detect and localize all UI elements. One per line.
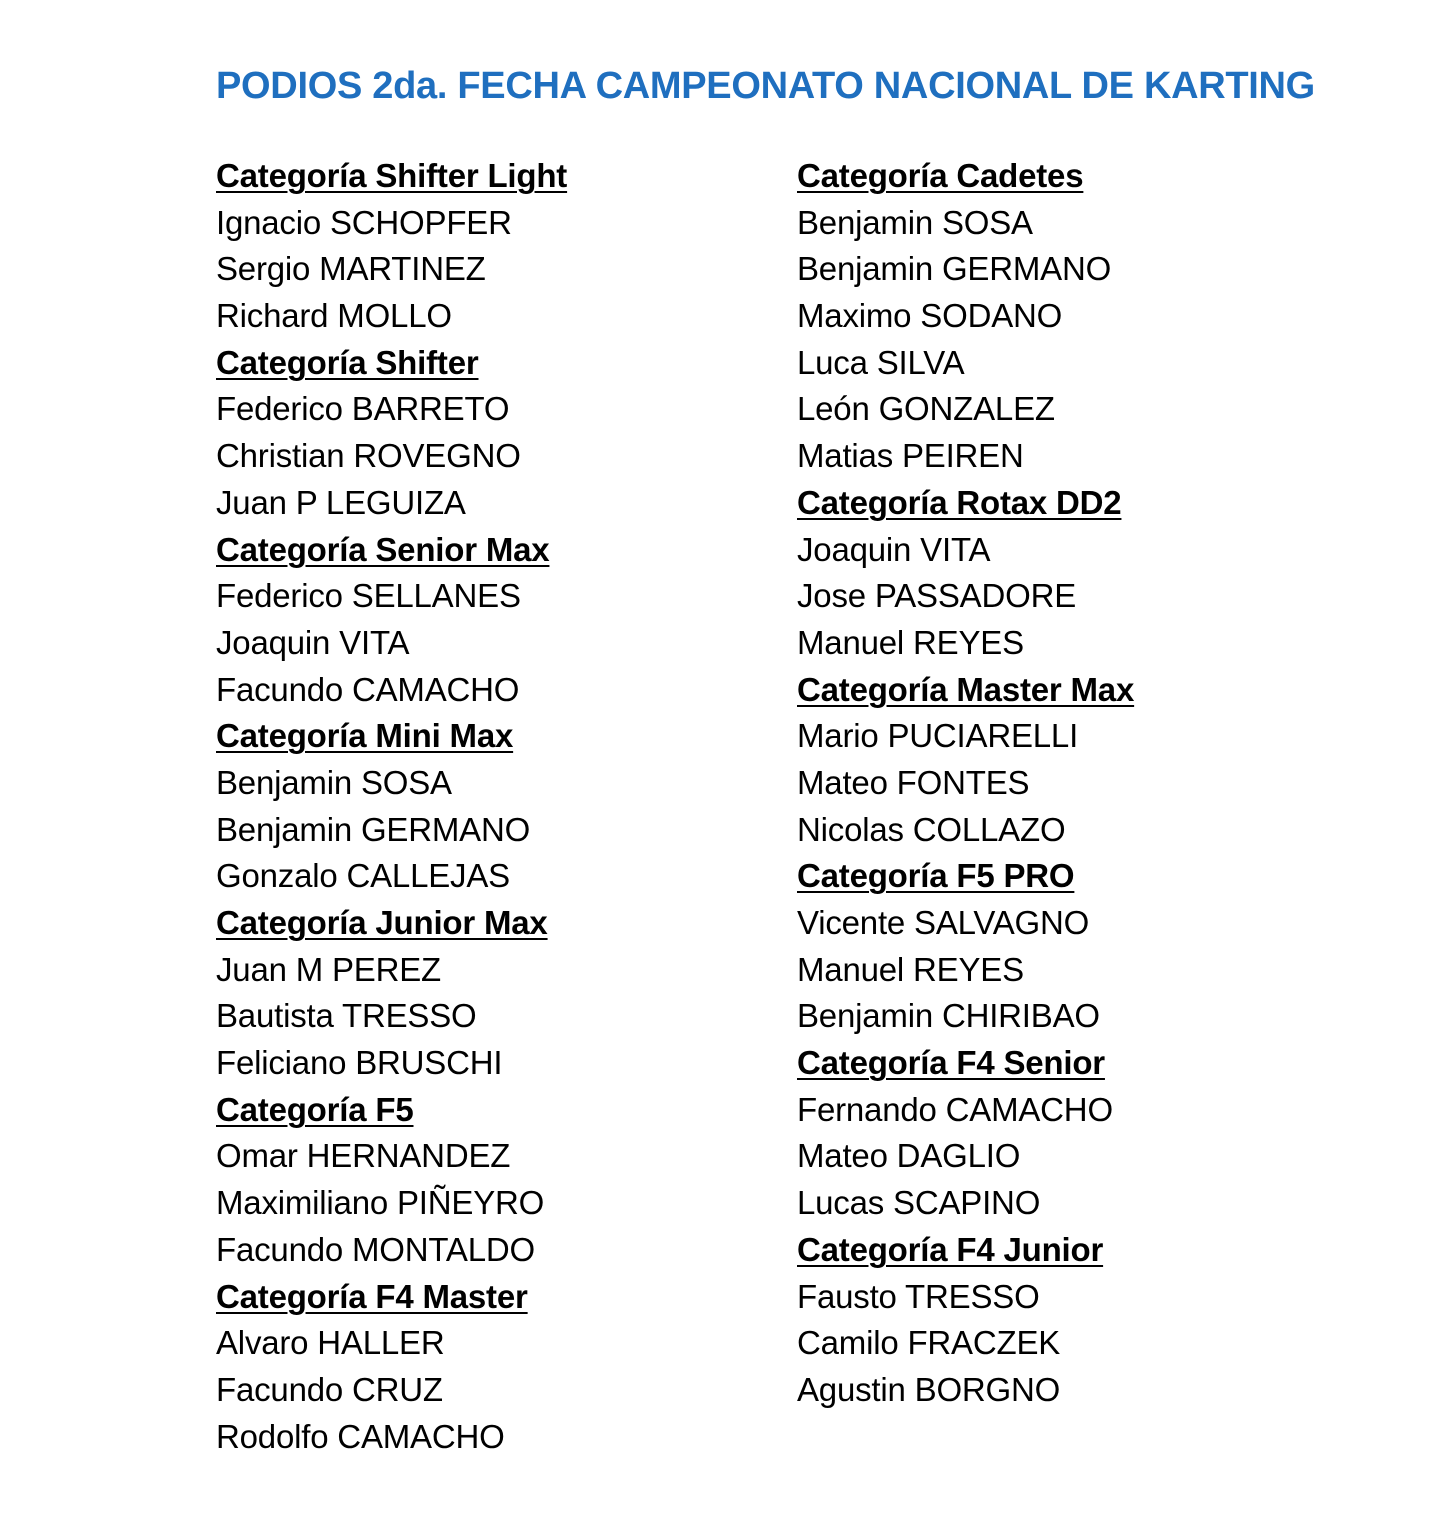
driver-name: Benjamin GERMANO xyxy=(216,810,531,848)
driver-name: Ignacio SCHOPFER xyxy=(216,203,512,241)
left-column xyxy=(216,153,776,1460)
driver-name: Vicente SALVAGNO xyxy=(797,904,1090,941)
driver-name: Richard MOLLO xyxy=(216,297,452,335)
driver-name: Federico BARRETO xyxy=(216,390,510,428)
driver-name: Agustin BORGNO xyxy=(797,1370,1061,1408)
category-block xyxy=(216,1087,776,1274)
driver-name: Luca SILVA xyxy=(797,343,965,381)
driver-name: Gonzalo CALLEJAS xyxy=(216,857,510,895)
right-column xyxy=(797,153,1397,1414)
category-block xyxy=(216,527,776,714)
driver-name: Matias PEIREN xyxy=(797,437,1024,475)
driver-list xyxy=(797,1274,1397,1414)
driver-name: Facundo CAMACHO xyxy=(216,670,520,708)
category-block xyxy=(797,480,1397,667)
driver-name: Facundo MONTALDO xyxy=(216,1230,535,1268)
driver-name: Alvaro HALLER xyxy=(216,1324,445,1362)
driver-name: Fausto TRESSO xyxy=(797,1277,1040,1315)
category-heading: Categoría Junior Max xyxy=(216,904,548,941)
category-block xyxy=(797,1227,1397,1414)
category-block xyxy=(797,853,1397,1040)
driver-name: León GONZALEZ xyxy=(797,390,1055,428)
driver-name: Benjamin GERMANO xyxy=(797,250,1112,288)
driver-name: Rodolfo CAMACHO xyxy=(216,1417,505,1455)
page-title: PODIOS 2da. FECHA CAMPEONATO NACIONAL DE KARTING xyxy=(216,65,1315,107)
driver-list xyxy=(216,200,776,340)
category-block xyxy=(216,900,776,1087)
driver-name: Maximiliano PIÑEYRO xyxy=(216,1184,545,1222)
driver-name: Maximo SODANO xyxy=(797,297,1063,335)
category-heading: Categoría F4 Senior xyxy=(797,1044,1105,1082)
driver-name: Joaquin VITA xyxy=(216,623,410,661)
driver-name: Nicolas COLLAZO xyxy=(797,810,1066,848)
driver-name: Federico SELLANES xyxy=(216,577,521,615)
category-heading: Categoría F4 Master xyxy=(216,1277,528,1315)
driver-list xyxy=(797,527,1397,667)
driver-name: Manuel REYES xyxy=(797,623,1024,661)
category-block xyxy=(216,713,776,900)
category-block xyxy=(216,153,776,340)
category-block xyxy=(797,1040,1397,1227)
driver-list xyxy=(797,713,1397,853)
driver-name: Sergio MARTINEZ xyxy=(216,250,486,288)
driver-name: Juan M PEREZ xyxy=(216,950,442,988)
driver-name: Mario PUCIARELLI xyxy=(797,717,1079,755)
driver-list xyxy=(216,1133,776,1273)
driver-name: Manuel REYES xyxy=(797,950,1024,988)
driver-name: Jose PASSADORE xyxy=(797,577,1077,615)
category-heading: Categoría Senior Max xyxy=(216,530,550,568)
driver-name: Feliciano BRUSCHI xyxy=(216,1044,503,1082)
driver-name: Juan P LEGUIZA xyxy=(216,483,466,521)
driver-list xyxy=(797,200,1397,480)
category-block xyxy=(797,153,1397,480)
driver-list xyxy=(216,760,776,900)
driver-name: Bautista TRESSO xyxy=(216,997,477,1035)
category-heading: Categoría F4 Junior xyxy=(797,1230,1104,1268)
driver-name: Mateo DAGLIO xyxy=(797,1137,1021,1175)
category-block xyxy=(797,667,1397,854)
driver-name: Benjamin SOSA xyxy=(216,763,452,801)
category-heading: Categoría Master Max xyxy=(797,670,1135,708)
driver-name: Mateo FONTES xyxy=(797,763,1030,801)
driver-list xyxy=(216,947,776,1087)
category-heading: Categoría Shifter xyxy=(216,343,479,381)
category-heading: Categoría F5 PRO xyxy=(797,857,1075,895)
driver-list xyxy=(797,900,1397,1040)
driver-name: Joaquin VITA xyxy=(797,530,991,568)
driver-name: Benjamin SOSA xyxy=(797,203,1033,241)
driver-name: Lucas SCAPINO xyxy=(797,1184,1041,1222)
driver-name: Omar HERNANDEZ xyxy=(216,1137,511,1175)
category-block xyxy=(216,340,776,527)
category-heading: Categoría Shifter Light xyxy=(216,157,568,194)
driver-list xyxy=(216,1320,776,1460)
driver-name: Camilo FRACZEK xyxy=(797,1324,1061,1362)
driver-list xyxy=(797,1087,1397,1227)
driver-name: Benjamin CHIRIBAO xyxy=(797,997,1100,1035)
category-heading: Categoría Rotax DD2 xyxy=(797,483,1122,521)
category-block xyxy=(216,1274,776,1461)
category-heading: Categoría F5 xyxy=(216,1090,414,1128)
driver-name: Fernando CAMACHO xyxy=(797,1090,1113,1128)
driver-list xyxy=(216,573,776,713)
driver-list xyxy=(216,386,776,526)
driver-name: Christian ROVEGNO xyxy=(216,437,521,475)
category-heading: Categoría Mini Max xyxy=(216,717,514,755)
category-heading: Categoría Cadetes xyxy=(797,157,1084,194)
driver-name: Facundo CRUZ xyxy=(216,1370,443,1408)
